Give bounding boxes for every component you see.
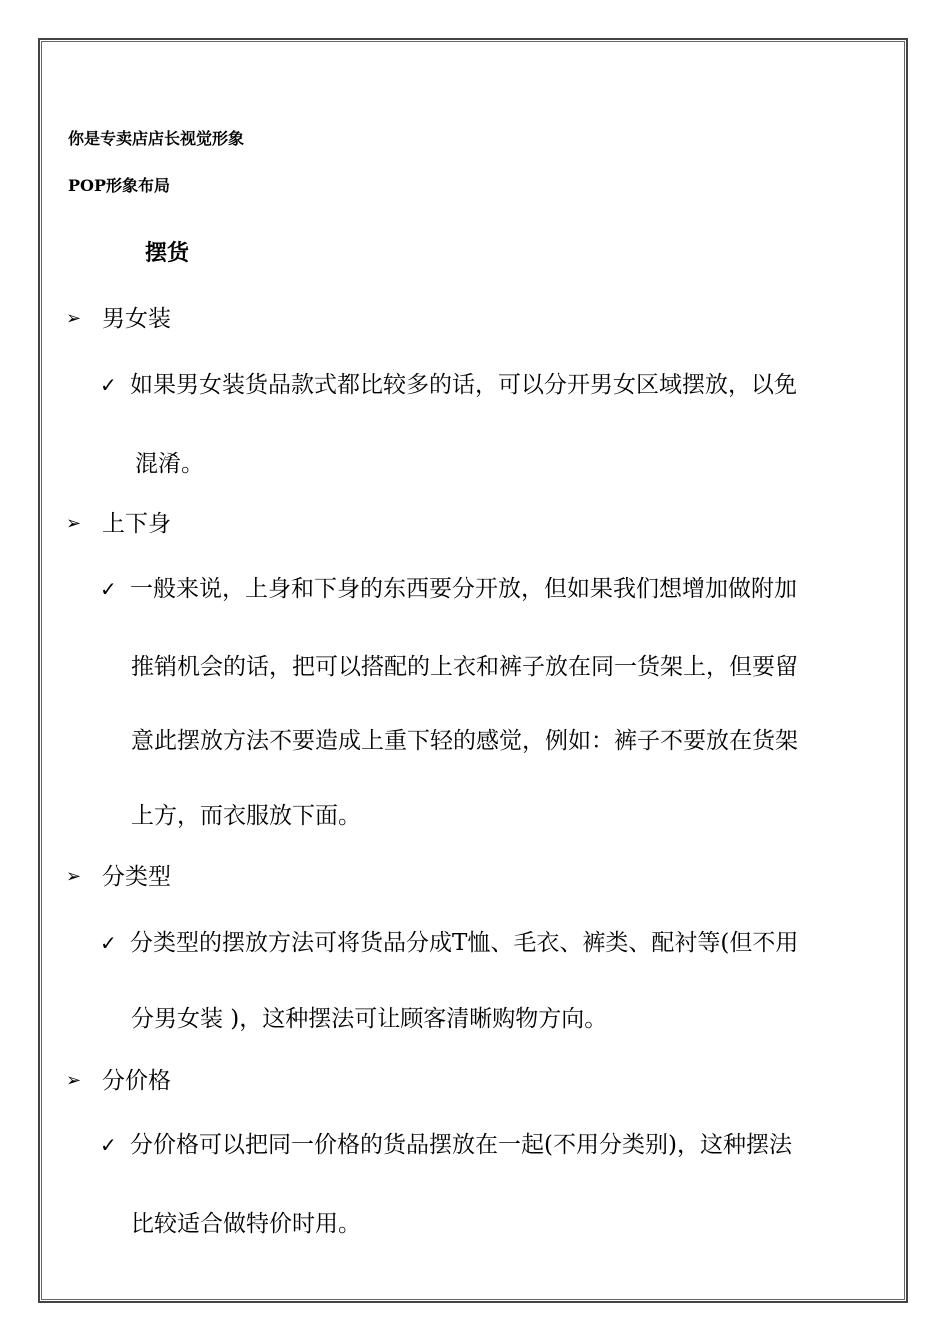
arrow-bullet-icon: ➢ [66,513,82,534]
item-line: 如果男女装货品款式都比较多的话，可以分开男女区域摆放，以免 [130,372,797,398]
item-line: 比较适合做特价时用。 [131,1211,361,1237]
item-line: 意此摆放方法不要造成上重下轻的感觉，例如：裤子不要放在货架 [131,728,798,754]
item-line: 推销机会的话，把可以搭配的上衣和裤子放在同一货架上，但要留 [131,654,798,680]
heading-label: 分价格 [102,1068,171,1094]
bullet-item-2 [100,570,797,603]
check-bullet-icon: ✓ [100,373,117,397]
item-line: 一般来说，上身和下身的东西要分开放，但如果我们想增加做附加 [130,576,797,602]
header-line-1: 你是专卖店店长视觉形象 [68,129,245,148]
arrow-bullet-icon: ➢ [66,866,82,887]
item-line: 分男女装 )，这种摆法可让顾客清晰购物方向。 [131,1006,608,1032]
bullet-heading-3 [66,858,171,891]
check-bullet-icon: ✓ [100,1133,117,1157]
bullet-heading-2 [66,505,171,538]
item-line: 混淆。 [135,451,204,477]
heading-label: 分类型 [102,864,171,890]
heading-label: 上下身 [102,511,171,537]
arrow-bullet-icon: ➢ [66,1070,82,1091]
bullet-item-3 [100,924,798,957]
arrow-bullet-icon: ➢ [66,308,82,329]
header-line-2: POP形象布局 [68,176,171,195]
bullet-item-4 [100,1126,792,1159]
bullet-heading-4 [66,1062,171,1095]
check-bullet-icon: ✓ [100,931,117,955]
bullet-item-1 [100,366,797,399]
item-line: 分类型的摆放方法可将货品分成T恤、毛衣、裤类、配衬等(但不用 [130,930,799,956]
heading-label: 男女装 [102,306,171,332]
bullet-heading-1 [66,300,171,333]
item-line: 上方，而衣服放下面。 [131,803,361,829]
section-title: 摆货 [145,240,190,266]
check-bullet-icon: ✓ [100,577,117,601]
item-line: 分价格可以把同一价格的货品摆放在一起(不用分类别)，这种摆法 [130,1132,792,1158]
